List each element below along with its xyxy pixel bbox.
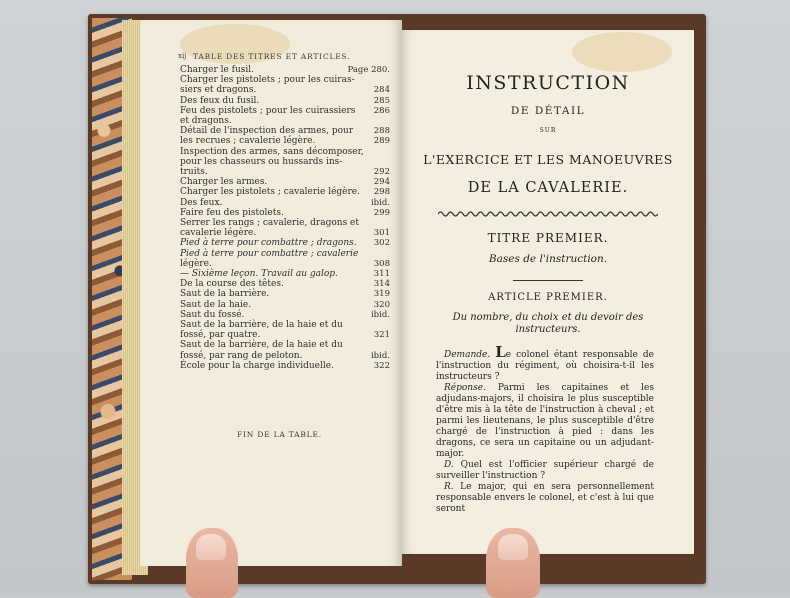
body-paragraph xyxy=(436,460,654,482)
thumbnail xyxy=(196,534,226,560)
toc-page-number: 314 xyxy=(373,279,390,290)
titre-premier: TITRE PREMIER. xyxy=(487,231,609,245)
left-thumb xyxy=(186,528,238,598)
toc-page-number: 284 xyxy=(373,85,390,96)
paragraph-text: Parmi les capitaines et les adjudans-majors, il choisira le plus susceptible d'être mis à la tête de l'instruction à cheval ; et parmi les lieutenans, le plus susceptible d'être chargé de l'instruction à pied : dans les dragons, ce sera un capitaine ou un adjudant-major. xyxy=(436,383,654,459)
toc-entry xyxy=(180,198,390,208)
toc-entry xyxy=(180,351,390,361)
toc-entry-text: siers et dragons. xyxy=(180,85,257,96)
toc-entry xyxy=(180,126,390,136)
paragraph-label: Réponse. xyxy=(444,383,486,393)
toc-entry-text: — Sixième leçon. Travail au galop. xyxy=(180,269,338,280)
toc-entry-text: Pied à terre pour combattre ; dragons. xyxy=(180,238,357,249)
toc-entry xyxy=(180,116,390,126)
toc-entry xyxy=(180,187,390,197)
toc-entry xyxy=(180,300,390,310)
title-instruction: INSTRUCTION xyxy=(466,72,630,94)
toc-entry xyxy=(180,330,390,340)
toc-entry xyxy=(180,157,390,167)
toc-entry xyxy=(180,85,390,95)
toc-page-number: 294 xyxy=(373,177,390,188)
toc-page-number: 320 xyxy=(373,299,390,310)
toc-entry-text: Des feux du fusil. xyxy=(180,95,260,106)
toc-entry xyxy=(180,361,390,371)
toc-entry-text: fossé, par rang de peloton. xyxy=(180,350,303,361)
toc-entry-text: pour les chasseurs ou hussards ins- xyxy=(180,156,343,167)
toc-entry-text: les recrues ; cavalerie légère. xyxy=(180,136,316,147)
paragraph-label: Demande. xyxy=(444,350,491,360)
toc-entry-text: De la course des têtes. xyxy=(180,279,284,290)
toc-entry-text: truits. xyxy=(180,167,208,178)
toc-entry xyxy=(180,177,390,187)
toc-page-number: 289 xyxy=(373,136,390,147)
toc-entry xyxy=(180,147,390,157)
toc-entry xyxy=(180,320,390,330)
toc-page-number: Page 280. xyxy=(347,65,390,75)
toc-entry-text: Des feux. xyxy=(180,197,223,208)
paper-stain xyxy=(572,32,672,72)
toc-page-number: 286 xyxy=(373,105,390,116)
right-thumb xyxy=(486,528,540,598)
toc-entry-text: Saut de la barrière. xyxy=(180,289,270,300)
article-subtitle: Du nombre, du choix et du devoir des instructeurs. xyxy=(452,312,644,335)
toc-entry-text: et dragons. xyxy=(180,116,232,127)
toc-page-number: 288 xyxy=(373,126,390,137)
toc-entry xyxy=(180,289,390,299)
toc-entry-text: Inspection des armes, sans décomposer, xyxy=(180,146,364,157)
toc-entry xyxy=(180,136,390,146)
thumbnail xyxy=(498,534,528,560)
toc-entry xyxy=(180,167,390,177)
body-paragraph xyxy=(436,482,654,515)
running-head: TABLE DES TITRES ET ARTICLES. xyxy=(193,52,351,61)
toc-entry xyxy=(180,279,390,289)
toc-entry-text: Pied à terre pour combattre ; cavalerie xyxy=(180,248,359,259)
toc-page-number: ibid. xyxy=(370,309,390,320)
toc-page-number: 311 xyxy=(373,269,390,280)
toc-entry-text: Charger les pistolets ; pour les cuiras- xyxy=(180,75,355,86)
toc-entry xyxy=(180,218,390,228)
title-exercice: L'EXERCICE ET LES MANOEUVRES xyxy=(423,152,673,167)
paragraph-text: Le major, qui en sera personnellement responsable envers le colonel, et c'est à lui que seront xyxy=(436,482,654,514)
toc-entry-text: Charger les armes. xyxy=(180,177,268,188)
toc-entry-text: Feu des pistolets ; pour les cuirassiers xyxy=(180,105,356,116)
toc-entry xyxy=(180,238,390,248)
title-cavalerie: DE LA CAVALERIE. xyxy=(467,180,629,196)
table-of-contents xyxy=(180,65,390,371)
title-de-detail: DE DÉTAIL xyxy=(510,105,586,117)
toc-entry-text: Détail de l'inspection des armes, pour xyxy=(180,126,354,137)
end-of-table: FIN DE LA TABLE. xyxy=(237,430,322,439)
body-paragraph xyxy=(436,343,654,383)
page-number: xij xyxy=(178,52,187,60)
toc-entry-text: cavalerie légère. xyxy=(180,228,257,239)
toc-page-number: 321 xyxy=(373,330,390,341)
paragraph-label: D. xyxy=(444,460,454,470)
toc-entry-text: Saut de la barrière, de la haie et du xyxy=(180,340,343,351)
article-premier: ARTICLE PREMIER. xyxy=(488,292,608,303)
toc-entry-text: Saut du fossé. xyxy=(180,309,245,320)
toc-entry xyxy=(180,96,390,106)
toc-page-number: 319 xyxy=(373,289,390,300)
toc-page-number: ibid. xyxy=(370,197,390,208)
toc-entry-text: Charger les pistolets ; cavalerie légère. xyxy=(180,187,360,198)
body-paragraph xyxy=(436,383,654,460)
toc-page-number: 298 xyxy=(373,187,390,198)
toc-page-number: 292 xyxy=(373,167,390,178)
toc-entry xyxy=(180,65,390,75)
toc-entry-text: Faire feu des pistolets. xyxy=(180,207,284,218)
toc-entry xyxy=(180,208,390,218)
toc-page-number: 301 xyxy=(373,228,390,239)
paragraph-text: e colonel étant responsable de l'instruction du régiment, où choisira-t-il les instructeurs ? xyxy=(436,350,654,382)
toc-page-number: 302 xyxy=(373,238,390,249)
toc-page-number: 322 xyxy=(373,360,390,371)
body-text xyxy=(436,343,654,515)
bases-subtitle: Bases de l'instruction. xyxy=(488,253,608,265)
toc-entry-text: Saut de la haie. xyxy=(180,299,252,310)
paragraph-label: R. xyxy=(444,482,454,492)
toc-entry-text: Charger le fusil. xyxy=(180,65,255,75)
toc-entry xyxy=(180,106,390,116)
toc-entry-text: École pour la charge individuelle. xyxy=(180,360,334,371)
toc-page-number: ibid. xyxy=(370,350,390,361)
toc-page-number: 299 xyxy=(373,207,390,218)
toc-entry-text: fossé, par quatre. xyxy=(180,330,261,341)
toc-entry xyxy=(180,75,390,85)
toc-entry-text: légère. xyxy=(180,258,212,269)
toc-entry xyxy=(180,340,390,350)
toc-entry xyxy=(180,310,390,320)
toc-entry xyxy=(180,269,390,279)
toc-page-number: 308 xyxy=(373,258,390,269)
title-sur: SUR xyxy=(539,127,557,134)
toc-entry xyxy=(180,249,390,259)
ornamental-rule xyxy=(438,210,658,218)
drop-cap: L xyxy=(495,343,506,361)
paragraph-text: Quel est l'officier supérieur chargé de surveiller l'instruction ? xyxy=(436,460,654,481)
toc-entry-text: Saut de la barrière, de la haie et du xyxy=(180,320,343,331)
toc-entry-text: Serrer les rangs ; cavalerie, dragons et xyxy=(180,218,359,229)
short-rule xyxy=(513,280,583,281)
toc-entry xyxy=(180,259,390,269)
toc-page-number: 285 xyxy=(373,95,390,106)
toc-entry xyxy=(180,228,390,238)
